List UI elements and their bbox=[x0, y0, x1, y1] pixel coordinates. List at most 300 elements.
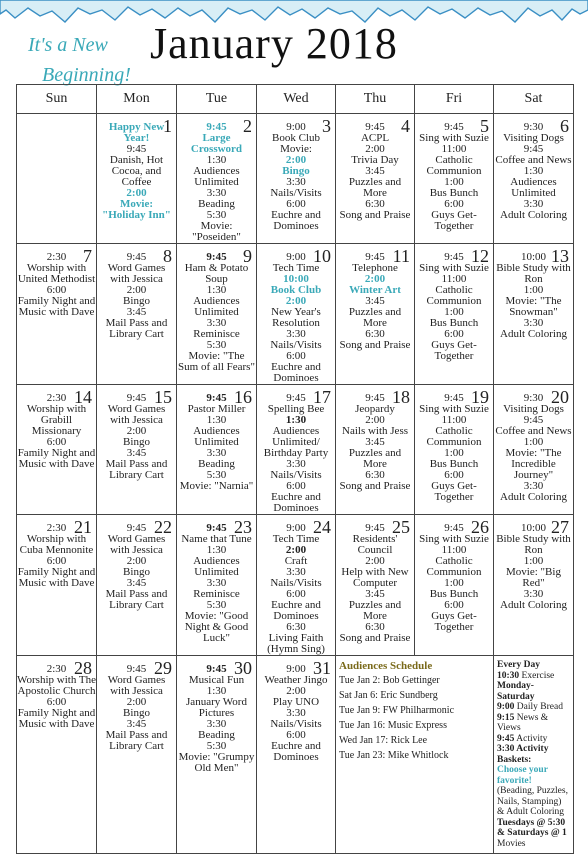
event-line: 3:45 bbox=[365, 588, 385, 600]
event-line: Reminisce bbox=[193, 328, 240, 340]
event-line: Bible Study with Ron bbox=[496, 262, 571, 285]
day-number: 24 bbox=[313, 517, 331, 537]
day-content bbox=[257, 114, 335, 243]
event-line: 11:00 bbox=[441, 273, 467, 285]
event-line: 6:00 bbox=[286, 350, 306, 362]
day-cell bbox=[257, 114, 336, 244]
event-line: Sing with Suzie bbox=[419, 132, 489, 144]
day-number: 6 bbox=[560, 116, 569, 136]
day-cell bbox=[257, 656, 336, 854]
event-line: Help with New Computer bbox=[341, 566, 409, 589]
event-line: 9:30 bbox=[523, 392, 544, 404]
event-line: Musical Fun bbox=[188, 674, 245, 686]
event-line: Tech Time bbox=[272, 262, 320, 274]
day-number: 17 bbox=[313, 387, 331, 407]
event-line: 3:45 bbox=[126, 447, 147, 459]
event-line: 9:45 bbox=[286, 392, 306, 404]
event-line: Audiences Unlimited bbox=[193, 425, 240, 448]
weekday-range: Monday-Saturday bbox=[497, 681, 535, 702]
event-line: 3:30 bbox=[206, 577, 227, 589]
event-line: Adult Coloring bbox=[500, 328, 567, 340]
weekday-header-row bbox=[17, 85, 574, 114]
event-line: 9:00 bbox=[286, 663, 306, 675]
day-content bbox=[97, 114, 176, 243]
event-line: Trivia Day bbox=[351, 154, 399, 166]
event-line: Visiting Dogs bbox=[503, 403, 564, 415]
event-line: 9:45 bbox=[365, 522, 385, 534]
day-number: 5 bbox=[480, 116, 489, 136]
audiences-item: Tue Jan 9: FW Philharmonic bbox=[339, 705, 455, 716]
day-number: 18 bbox=[392, 387, 410, 407]
event-line: Euchre and Dominoes bbox=[271, 740, 321, 763]
day-content bbox=[17, 244, 96, 384]
day-number: 11 bbox=[392, 246, 410, 266]
week-row bbox=[17, 515, 574, 656]
event-line: Play UNO bbox=[272, 696, 320, 708]
event-line: Telephone bbox=[352, 262, 398, 274]
event-line: Living Faith (Hymn Sing) bbox=[267, 632, 325, 655]
event-line: Puzzles and More bbox=[348, 447, 402, 470]
weekday-sat: Sat bbox=[494, 85, 574, 114]
event-line: ACPL bbox=[360, 132, 390, 144]
event-line: 9:45 bbox=[444, 392, 464, 404]
event-line: 3:30 bbox=[286, 328, 306, 340]
event-line: Ham & Potato Soup bbox=[184, 262, 249, 285]
day-number: 30 bbox=[234, 658, 252, 678]
day-number: 22 bbox=[154, 517, 172, 537]
day-content bbox=[415, 385, 493, 514]
tagline-line1: It's a New bbox=[28, 34, 108, 56]
news-time: 9:15 bbox=[497, 712, 515, 723]
day-number: 2 bbox=[243, 116, 252, 136]
event-line: Euchre and Dominoes bbox=[271, 209, 321, 232]
event-line: Large Crossword bbox=[190, 132, 243, 155]
event-line: 11:00 bbox=[441, 544, 467, 556]
event-line: 2:00 bbox=[286, 685, 306, 697]
day-cell bbox=[415, 385, 494, 515]
day-number: 26 bbox=[471, 517, 489, 537]
event-line: Mail Pass and Library Cart bbox=[105, 588, 168, 611]
basket-options: (Beading, Puzzles, Nails, Stamping) & Adult Coloring bbox=[497, 786, 568, 817]
event-line: 2:00 bbox=[285, 295, 307, 307]
day-content bbox=[257, 656, 335, 853]
event-line: 6:00 bbox=[46, 436, 67, 448]
day-number: 7 bbox=[83, 246, 92, 266]
day-cell bbox=[257, 385, 336, 515]
event-line: 3:30 bbox=[286, 458, 306, 470]
day-cell bbox=[494, 244, 574, 385]
activity-time: 9:45 bbox=[497, 733, 515, 744]
day-content bbox=[336, 244, 414, 384]
day-number: 9 bbox=[243, 246, 252, 266]
day-number: 14 bbox=[74, 387, 92, 407]
event-line: 1:00 bbox=[523, 436, 544, 448]
day-content bbox=[97, 385, 176, 514]
activity-baskets: 3:30 Activity Baskets: bbox=[497, 744, 549, 765]
event-line: Nails with Jess bbox=[342, 425, 408, 437]
day-cell bbox=[415, 515, 494, 656]
event-line: 2:30 bbox=[46, 392, 67, 404]
activity-label: Activity bbox=[514, 733, 548, 744]
day-number: 31 bbox=[313, 658, 331, 678]
event-line: Word Games with Jessica bbox=[107, 674, 166, 697]
event-line: Pastor Miller bbox=[187, 403, 246, 415]
event-line: 9:00 bbox=[286, 121, 306, 133]
event-line: 6:00 bbox=[46, 696, 67, 708]
event-line: Nails/Visits bbox=[270, 469, 322, 481]
exercise-time: 10:30 bbox=[497, 670, 520, 681]
event-line: New Year's Resolution bbox=[271, 306, 321, 329]
event-line: Audiences Unlimited bbox=[193, 555, 240, 578]
weekday-tue: Tue bbox=[177, 85, 257, 114]
event-line: 6:00 bbox=[46, 284, 67, 296]
weekday-fri: Fri bbox=[415, 85, 494, 114]
event-line: Nails/Visits bbox=[270, 718, 322, 730]
event-line: Book Club bbox=[270, 284, 322, 296]
exercise-label: Exercise bbox=[519, 670, 555, 681]
event-line: 3:30 bbox=[206, 187, 227, 199]
event-line: Movie: "The Sum of all Fears" bbox=[178, 350, 255, 373]
event-line: 1:00 bbox=[523, 555, 544, 567]
event-line: Craft bbox=[284, 555, 308, 567]
event-line: Name that Tune bbox=[181, 533, 252, 545]
event-line: Bus Bunch bbox=[429, 588, 479, 600]
event-line: 1:30 bbox=[206, 414, 227, 426]
event-line: 6:00 bbox=[286, 480, 306, 492]
event-line: 9:45 bbox=[523, 143, 544, 155]
day-content bbox=[97, 515, 176, 655]
event-line: Euchre and Dominoes bbox=[271, 599, 321, 622]
empty-day-cell bbox=[17, 114, 97, 244]
event-line: 10:00 bbox=[520, 522, 547, 534]
event-line: Jeopardy bbox=[355, 403, 395, 415]
day-number: 3 bbox=[322, 116, 331, 136]
day-content bbox=[494, 385, 573, 514]
event-line: 3:45 bbox=[126, 718, 147, 730]
day-cell bbox=[17, 515, 97, 656]
event-line: 3:30 bbox=[523, 317, 544, 329]
event-line: 5:30 bbox=[206, 339, 227, 351]
event-line: 10:00 bbox=[283, 273, 309, 285]
event-line: 6:00 bbox=[286, 588, 306, 600]
event-line: Sing with Suzie bbox=[419, 403, 489, 415]
event-line: Bingo bbox=[123, 436, 150, 448]
event-line: 1:30 bbox=[206, 154, 227, 166]
event-line: 2:00 bbox=[126, 284, 147, 296]
event-line: Movie: "The Snowman" bbox=[505, 295, 562, 318]
event-line: 3:30 bbox=[206, 317, 227, 329]
event-line: Audiences Unlimited bbox=[193, 295, 240, 318]
event-line: Family Night and Music with Dave bbox=[17, 295, 96, 318]
day-cell bbox=[494, 385, 574, 515]
event-line: Audiences Unlimited/ Birthday Party bbox=[263, 425, 329, 459]
event-line: Movie: bbox=[120, 198, 153, 210]
event-line: 2:00 bbox=[365, 143, 385, 155]
event-line: 6:00 bbox=[444, 198, 464, 210]
day-number: 10 bbox=[313, 246, 331, 266]
event-line: 5:30 bbox=[206, 209, 227, 221]
event-line: 9:45 bbox=[206, 663, 227, 675]
event-line: 1:00 bbox=[523, 284, 544, 296]
event-line: Mail Pass and Library Cart bbox=[105, 729, 168, 752]
event-line: 9:45 bbox=[206, 392, 227, 404]
event-line: 2:00 bbox=[126, 187, 147, 199]
event-line: 6:00 bbox=[46, 555, 67, 567]
day-content bbox=[17, 515, 96, 655]
event-line: 5:30 bbox=[206, 469, 227, 481]
day-content bbox=[97, 656, 176, 853]
event-line: 6:30 bbox=[365, 469, 385, 481]
day-cell bbox=[257, 244, 336, 385]
weekday-sun: Sun bbox=[17, 85, 97, 114]
event-line: 6:00 bbox=[286, 729, 306, 741]
day-content bbox=[257, 385, 335, 514]
event-line: Bus Bunch bbox=[429, 317, 479, 329]
audiences-schedule bbox=[336, 656, 494, 854]
weekday-thu: Thu bbox=[336, 85, 415, 114]
day-cell bbox=[336, 515, 415, 656]
event-line: Worship with The Apostolic Church bbox=[17, 674, 96, 697]
event-line: 9:45 bbox=[126, 663, 147, 675]
event-line: 3:30 bbox=[286, 566, 306, 578]
event-line: 1:30 bbox=[206, 284, 227, 296]
event-line: Weather Jingo bbox=[264, 674, 328, 686]
day-content bbox=[177, 244, 256, 384]
event-line: Movie: "Narnia" bbox=[179, 480, 254, 492]
event-line: Worship with Grabill Missionary bbox=[26, 403, 87, 437]
day-content bbox=[17, 385, 96, 514]
event-line: Guys Get-Together bbox=[431, 610, 477, 633]
event-line: Beading bbox=[198, 198, 235, 210]
event-line: Adult Coloring bbox=[500, 491, 567, 503]
day-cell bbox=[336, 385, 415, 515]
event-line: Mail Pass and Library Cart bbox=[105, 317, 168, 340]
movies-label: Movies bbox=[497, 838, 526, 849]
event-line: Visiting Dogs bbox=[503, 132, 564, 144]
event-line: 1:00 bbox=[444, 306, 464, 318]
event-line: Word Games with Jessica bbox=[107, 403, 166, 426]
event-line: Sing with Suzie bbox=[419, 262, 489, 274]
event-line: 5:30 bbox=[206, 740, 227, 752]
day-cell bbox=[177, 656, 257, 854]
day-cell bbox=[336, 244, 415, 385]
event-line: Bus Bunch bbox=[429, 458, 479, 470]
event-line: 6:30 bbox=[286, 621, 306, 633]
day-cell bbox=[17, 656, 97, 854]
event-line: Movie: "Big Red" bbox=[506, 566, 561, 589]
event-line: Nails/Visits bbox=[270, 577, 322, 589]
event-line: Family Night and Music with Dave bbox=[17, 447, 96, 470]
event-line: 9:45 bbox=[126, 392, 147, 404]
day-cell bbox=[494, 515, 574, 656]
tagline-line2: Beginning! bbox=[42, 64, 131, 86]
weekday-wed: Wed bbox=[257, 85, 336, 114]
everyday-schedule bbox=[494, 656, 574, 854]
event-line: 1:30 bbox=[285, 414, 307, 426]
day-cell bbox=[97, 656, 177, 854]
day-number: 4 bbox=[401, 116, 410, 136]
day-number: 19 bbox=[471, 387, 489, 407]
audiences-heading: Audiences Schedule bbox=[339, 660, 433, 672]
event-line: 11:00 bbox=[441, 143, 467, 155]
week-row bbox=[17, 244, 574, 385]
day-content bbox=[97, 244, 176, 384]
day-content bbox=[177, 515, 256, 655]
event-line: 1:00 bbox=[444, 176, 464, 188]
day-cell bbox=[257, 515, 336, 656]
event-line: Book Club bbox=[272, 132, 320, 144]
event-line: Song and Praise bbox=[339, 480, 411, 492]
audiences-item: Wed Jan 17: Rick Lee bbox=[339, 735, 428, 746]
event-line: 9:45 bbox=[126, 143, 147, 155]
event-line: Danish, Hot Cocoa, and Coffee bbox=[109, 154, 164, 188]
day-content bbox=[177, 656, 256, 853]
day-number: 28 bbox=[74, 658, 92, 678]
event-line: Movie: "Grumpy Old Men" bbox=[178, 751, 255, 774]
event-line: Mail Pass and Library Cart bbox=[105, 458, 168, 481]
day-content bbox=[494, 114, 573, 243]
event-line: 2:00 bbox=[364, 273, 386, 285]
day-number: 12 bbox=[471, 246, 489, 266]
event-line: Puzzles and More bbox=[348, 176, 402, 199]
event-line: 1:00 bbox=[444, 447, 464, 459]
day-number: 8 bbox=[163, 246, 172, 266]
event-line: Catholic Communion bbox=[426, 284, 482, 307]
event-line: 9:45 bbox=[365, 251, 385, 263]
day-cell bbox=[336, 114, 415, 244]
event-line: Movie: "The Incredible Journey" bbox=[505, 447, 562, 481]
event-line: Bingo bbox=[123, 295, 150, 307]
week-row bbox=[17, 114, 574, 244]
event-line: 9:45 bbox=[523, 414, 544, 426]
event-line: Song and Praise bbox=[339, 209, 411, 221]
event-line: 9:45 bbox=[206, 251, 227, 263]
event-line: Catholic Communion bbox=[426, 425, 482, 448]
event-line: Nails/Visits bbox=[270, 339, 322, 351]
daily-bread-label: Daily Bread bbox=[514, 702, 563, 712]
week-row bbox=[17, 385, 574, 515]
day-content bbox=[257, 244, 335, 384]
event-line: Family Night and Music with Dave bbox=[17, 707, 96, 730]
event-line: Residents' Council bbox=[352, 533, 398, 556]
event-line: Bible Study with Ron bbox=[496, 533, 571, 556]
calendar-grid bbox=[16, 84, 574, 854]
event-line: Worship with United Methodist bbox=[17, 262, 96, 285]
day-cell bbox=[177, 114, 257, 244]
day-content bbox=[415, 114, 493, 243]
event-line: Family Night and Music with Dave bbox=[17, 566, 96, 589]
audiences-item: Tue Jan 2: Bob Gettinger bbox=[339, 675, 440, 686]
event-line: 3:30 bbox=[523, 480, 544, 492]
choose-favorite: Choose your favorite! bbox=[497, 765, 548, 786]
event-line: 2:00 bbox=[126, 425, 147, 437]
event-line: Movie: bbox=[280, 143, 312, 155]
event-line: Puzzles and More bbox=[348, 306, 402, 329]
audiences-item: Sat Jan 6: Eric Sundberg bbox=[339, 690, 438, 701]
day-cell bbox=[17, 244, 97, 385]
event-line: Winter Art bbox=[349, 284, 401, 296]
event-line: 1:00 bbox=[444, 577, 464, 589]
event-line: 1:30 bbox=[206, 685, 227, 697]
event-line: 2:00 bbox=[126, 555, 147, 567]
event-line: 3:45 bbox=[365, 436, 385, 448]
event-line: Audiences Unlimited bbox=[193, 165, 240, 188]
event-line: 9:45 bbox=[365, 392, 385, 404]
event-line: 3:45 bbox=[126, 577, 147, 589]
event-line: Movie: "Poseiden" bbox=[192, 220, 241, 243]
event-line: 9:45 bbox=[444, 522, 464, 534]
audiences-item: Tue Jan 23: Mike Whitlock bbox=[339, 750, 449, 761]
event-line: 9:45 bbox=[126, 251, 147, 263]
day-cell bbox=[17, 385, 97, 515]
daily-bread-time: 9:00 bbox=[497, 702, 515, 712]
event-line: Bus Bunch bbox=[429, 187, 479, 199]
day-cell bbox=[97, 244, 177, 385]
event-line: 6:00 bbox=[444, 469, 464, 481]
event-line: 3:30 bbox=[523, 588, 544, 600]
event-line: Adult Coloring bbox=[500, 599, 567, 611]
day-cell bbox=[97, 114, 177, 244]
event-line: "Holiday Inn" bbox=[102, 209, 171, 221]
everyday-title: Every Day bbox=[497, 660, 541, 670]
event-line: Word Games with Jessica bbox=[107, 262, 166, 285]
day-number: 27 bbox=[551, 517, 569, 537]
day-content bbox=[415, 515, 493, 655]
day-number: 25 bbox=[392, 517, 410, 537]
event-line: Sing with Suzie bbox=[419, 533, 489, 545]
event-line: Beading bbox=[198, 729, 235, 741]
day-number: 23 bbox=[234, 517, 252, 537]
event-line: 9:45 bbox=[206, 522, 227, 534]
week-row bbox=[17, 656, 574, 854]
day-number: 20 bbox=[551, 387, 569, 407]
day-cell bbox=[177, 515, 257, 656]
event-line: 3:45 bbox=[126, 306, 147, 318]
event-line: Tech Time bbox=[272, 533, 320, 545]
day-number: 13 bbox=[551, 246, 569, 266]
event-line: 9:45 bbox=[444, 121, 464, 133]
day-content bbox=[177, 114, 256, 243]
event-line: 2:30 bbox=[46, 522, 67, 534]
event-line: 6:30 bbox=[365, 328, 385, 340]
event-line: 9:45 bbox=[206, 121, 227, 133]
event-line: Coffee and News bbox=[495, 425, 572, 437]
event-line: Happy New Year! bbox=[108, 121, 165, 144]
event-line: 6:30 bbox=[365, 621, 385, 633]
event-line: 3:30 bbox=[286, 176, 306, 188]
day-number: 1 bbox=[163, 116, 172, 136]
day-content bbox=[17, 656, 96, 853]
day-number: 21 bbox=[74, 517, 92, 537]
weekday-mon: Mon bbox=[97, 85, 177, 114]
event-line: Bingo bbox=[282, 165, 310, 177]
event-line: 3:45 bbox=[365, 165, 385, 177]
event-line: Catholic Communion bbox=[426, 154, 482, 177]
event-line: Euchre and Dominoes bbox=[271, 361, 321, 384]
event-line: 2:00 bbox=[285, 544, 307, 556]
event-line: 3:30 bbox=[523, 198, 544, 210]
event-line: 6:00 bbox=[444, 599, 464, 611]
day-cell bbox=[494, 114, 574, 244]
day-content bbox=[336, 515, 414, 655]
event-line: 1:30 bbox=[206, 544, 227, 556]
day-content bbox=[257, 515, 335, 655]
event-line: Spelling Bee bbox=[267, 403, 325, 415]
event-line: 1:30 bbox=[523, 165, 544, 177]
day-number: 29 bbox=[154, 658, 172, 678]
day-content bbox=[494, 244, 573, 384]
day-cell bbox=[415, 114, 494, 244]
